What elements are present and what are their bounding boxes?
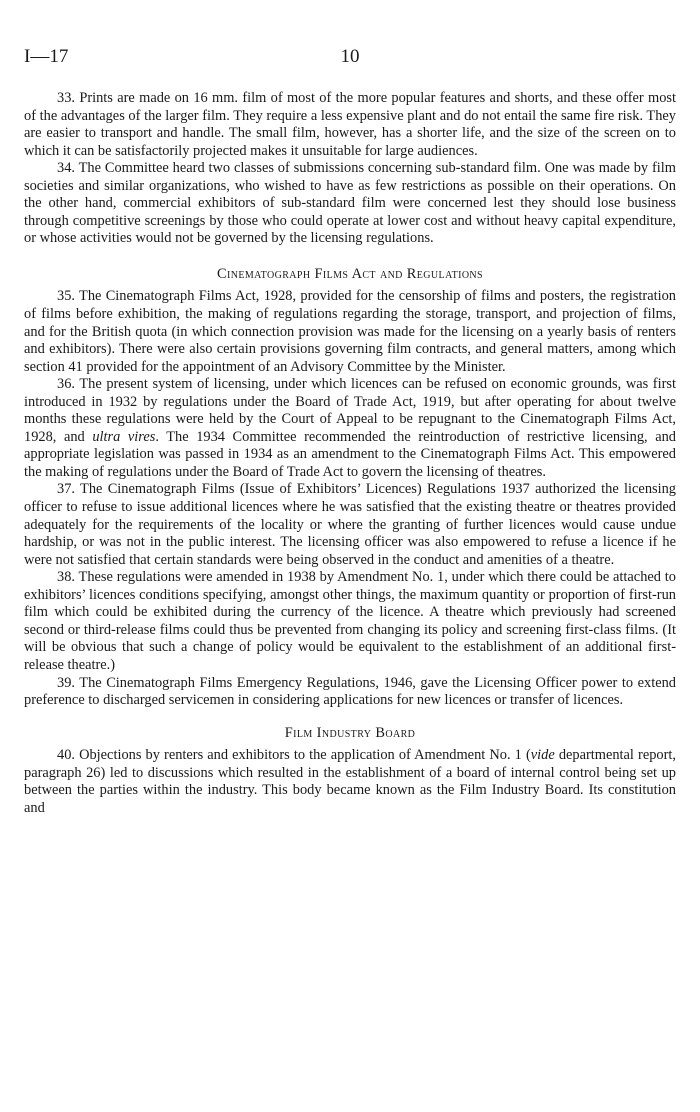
paragraph-33: 33. Prints are made on 16 mm. film of most of the more popular features and shorts, and these offer most of the advantages of the larger film. They require a less expensive plant and do not entail the same fire risk. They are easier to transport and handle. The small film, however, has a shorter life, and the size of the screen on to which it can be satisfactorily projected makes it unsuitable for large audiences. — [24, 90, 676, 159]
paragraph-40-italic: vide — [530, 747, 555, 764]
paragraph-34: 34. The Committee heard two classes of submissions concerning sub-standard film. One was made by film societies and similar organizations, who wished to have as few restrictions as possible on their operations. On the other hand, commercial exhibitors of sub-standard film were concerned lest they should lose business through competitive screenings by those who could operate at lower cost and without heavy capital expenditure, or whose activities would not be governed by the licensing regulations. — [24, 160, 676, 247]
series-number: I—17 — [24, 46, 69, 67]
paragraph-36 — [24, 376, 676, 481]
paragraph-40-text-a: 40. Objections by renters and exhibitors to the application of Amendment No. 1 ( — [57, 747, 531, 764]
section-heading-act-regulations: Cinematograph Films Act and Regulations — [216, 265, 484, 282]
paragraph-35: 35. The Cinematograph Films Act, 1928, provided for the censorship of films and posters, the registration of films before exhibition, the making of regulations regarding the storage, transport, and projection of films, and for the British quota (in which connection provision was made for the licensing on a yearly basis of renters and exhibitors). There were also certain provisions governing film contracts, and general matters, among which section 41 provided for the appointment of an Advisory Committee by the Minister. — [24, 288, 676, 375]
page-number: 10 — [340, 46, 360, 67]
paragraph-39: 39. The Cinematograph Films Emergency Regulations, 1946, gave the Licensing Officer power to extend preference to discharged servicemen in considering applications for new licences or transfer of licences. — [24, 674, 676, 709]
paragraph-40 — [24, 747, 676, 817]
paragraph-36-italic: ultra vires — [92, 428, 156, 445]
paragraph-36-text-b: . The 1934 Committee recommended the reintroduction of restrictive licensing, and appropriate legislation was passed in 1934 as an amendment to the Cinematograph Films Act. This empowered the making of regulations under the Board of Trade Act to govern the licensing of theatres. — [24, 428, 676, 480]
paragraph-38: 38. These regulations were amended in 1938 by Amendment No. 1, under which there could be attached to exhibitors’ licences conditions specifying, amongst other things, the maximum quantity or proportion of first-run film which could be exhibited during the currency of the licence. A theatre which previously had screened second or third-release films could thus be prevented from changing its policy and screening first-class films. (It will be obvious that such a change of policy would be equivalent to the establishment of an additional first-release theatre.) — [24, 569, 676, 673]
paragraph-37: 37. The Cinematograph Films (Issue of Exhibitors’ Licences) Regulations 1937 authorized the licensing officer to refuse to issue additional licences where he was satisfied that the existing theatre or theatres provided adequately for the requirements of the locality or where the granting of further licences would cause undue hardship, or was not in the public interest. The licensing officer was also empowered to refuse a licence if he were not satisfied that certain standards were being observed in the conduct and amenities of a theatre. — [24, 481, 676, 568]
paragraph-36-text-a: 36. The present system of licensing, under which licences can be refused on economic grounds, was first introduced in 1932 by regulations under the Board of Trade Act, 1919, but after operating for about twelve months these regulations were held by the Court of Appeal to be repugnant to the Cinematograph Films Act, 1928, and — [24, 376, 676, 445]
page-header — [24, 46, 676, 70]
section-heading-film-industry-board: Film Industry Board — [284, 724, 416, 741]
page-body — [24, 90, 676, 817]
paragraph-40-text-b: departmental report, paragraph 26) led to discussions which resulted in the establishment of a board of internal control being set up between the parties within the industry. This body became known as the Film Industry Board. Its constitution and — [24, 747, 676, 816]
